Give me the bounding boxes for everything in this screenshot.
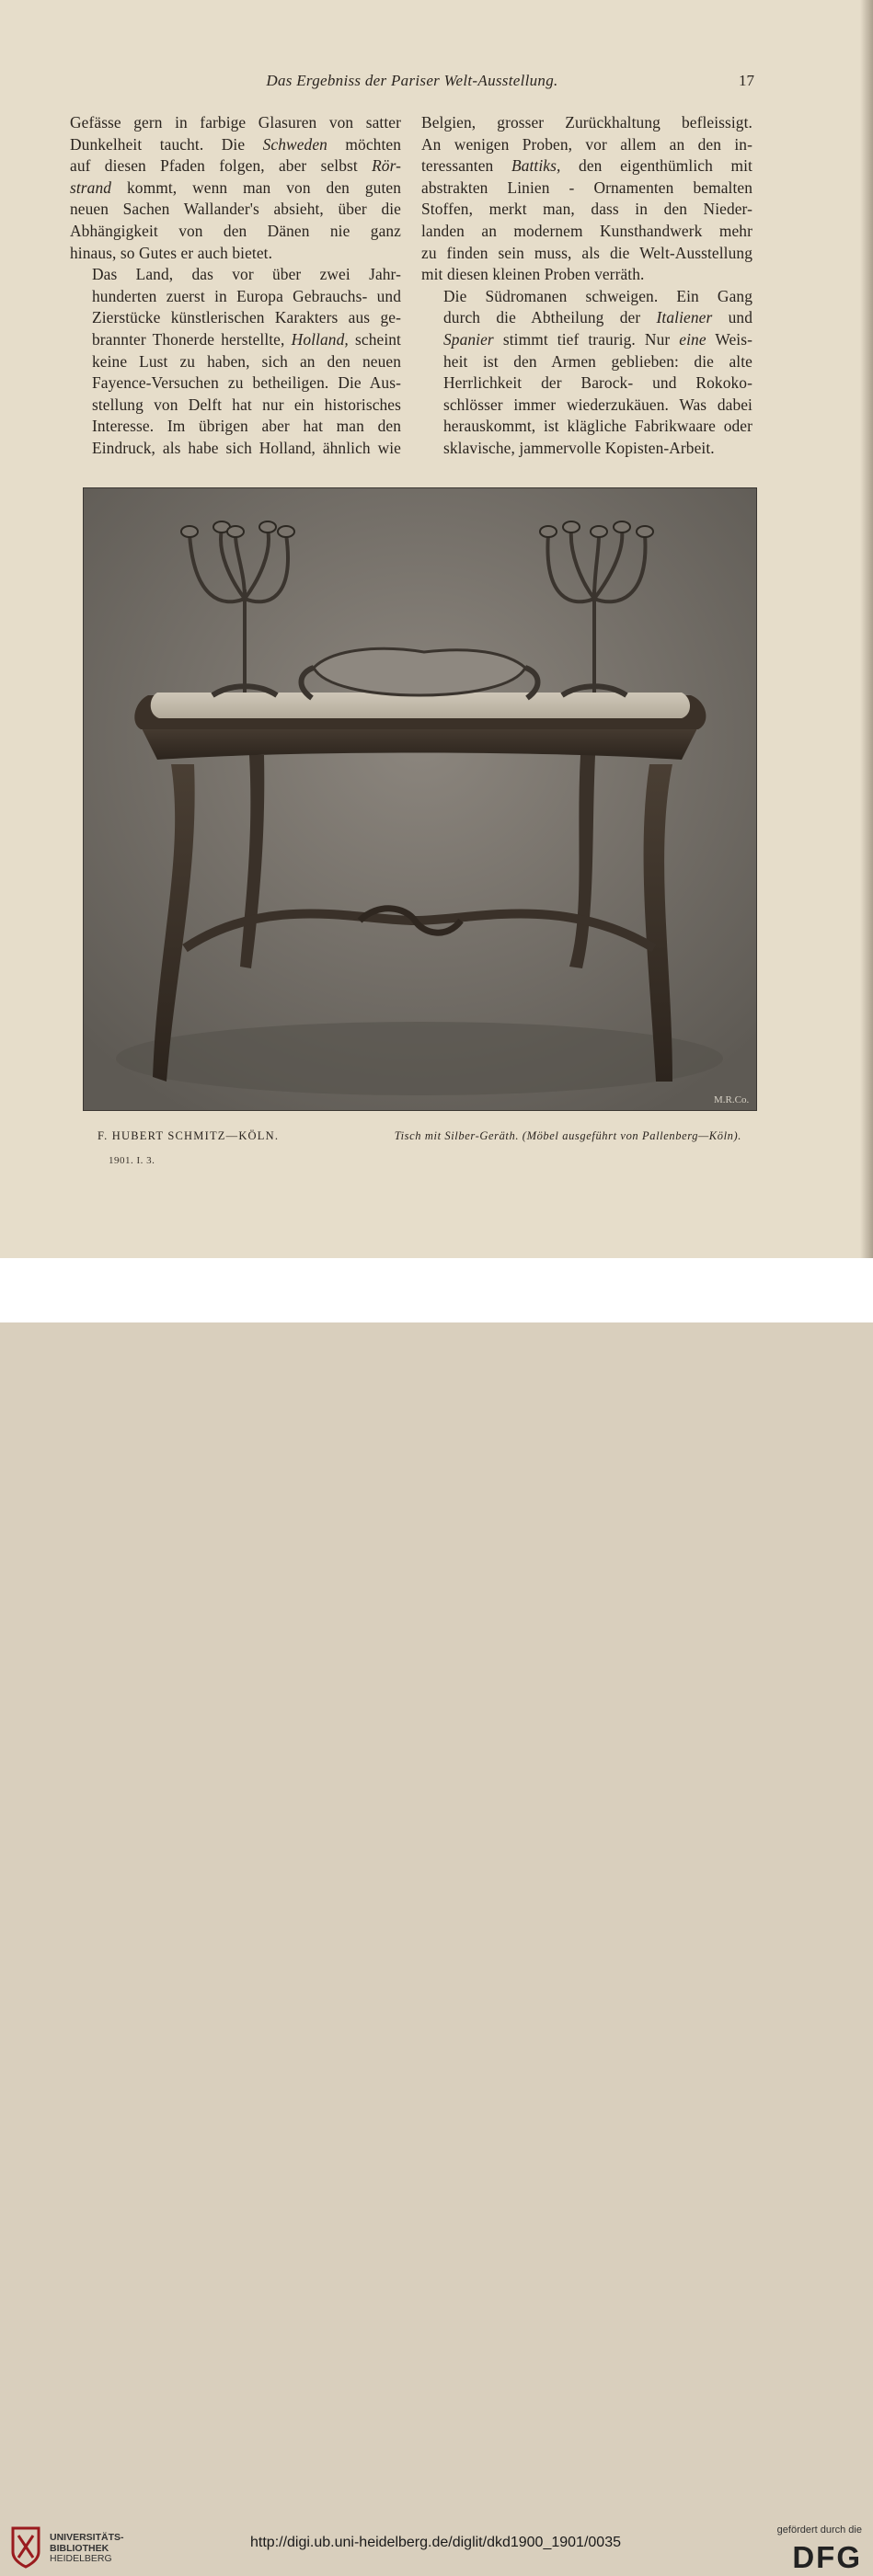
text-line: stellung von Delft hat nur ein historisches <box>92 395 401 414</box>
text-line: An wenigen Proben, vor allem an den in- <box>421 134 752 154</box>
caption-credit: F. HUBERT SCHMITZ—KÖLN. <box>98 1129 280 1142</box>
text-line: abstrakten Linien - Ornamenten bemalten <box>421 177 752 197</box>
text-line: neuen Sachen Wallander's absieht, über die <box>70 200 401 219</box>
paragraph <box>70 112 401 264</box>
table-illustration <box>84 488 756 1110</box>
photo-monogram: M.R.Co. <box>714 1094 750 1105</box>
text-line: schlösser immer wiederzukäuen. Was dabei <box>443 395 752 414</box>
text-line: Spanier stimmt tief traurig. Nur eine Weis- <box>443 329 752 349</box>
centre-bowl <box>314 648 525 695</box>
text-line: durch die Abtheilung der Italiener und <box>443 308 752 327</box>
paragraph <box>421 286 752 460</box>
text-line: hunderten zuerst in Europa Gebrauchs- und <box>92 286 401 305</box>
text-line: Dunkelheit taucht. Die Schweden möchten <box>70 134 401 154</box>
text-line: landen an modernem Kunsthandwerk mehr <box>421 221 752 240</box>
funded-by-label: gefördert durch die <box>776 2524 862 2536</box>
text-line: hinaus, so Gutes er auch bietet. <box>70 243 273 262</box>
caption-title: Tisch mit Silber-Geräth. (Möbel ausgeführt von Pallenberg—Köln). <box>394 1129 741 1142</box>
text-line: Das Land, das vor über zwei Jahr- <box>92 265 401 284</box>
text-line: zu finden sein muss, als die Welt-Ausstellung <box>421 243 752 262</box>
paragraph <box>421 112 752 286</box>
running-title: Das Ergebniss der Pariser Welt-Ausstellung. <box>266 72 558 89</box>
figure-caption <box>98 1129 741 1148</box>
text-line: Interesse. Im übrigen aber hat man den <box>92 417 401 436</box>
text-line: Die Südromanen schweigen. Ein Gang <box>443 286 752 305</box>
text-line: sklavische, jammervolle Kopisten-Arbeit. <box>443 438 715 457</box>
text-line: Herrlichkeit der Barock- und Rokoko- <box>443 373 752 393</box>
permalink-url[interactable]: http://digi.ub.uni-heidelberg.de/diglit/dkd1900_1901/0035 <box>250 2535 621 2550</box>
right-text-column <box>421 112 752 460</box>
text-line: mit diesen kleinen Proben verräth. <box>421 265 645 284</box>
funder-block <box>777 2524 862 2576</box>
running-header <box>70 72 754 96</box>
text-line: Eindruck, als habe sich Holland, ähnlich wie <box>92 438 401 457</box>
text-line: Abhängigkeit von den Dänen nie ganz <box>70 221 401 240</box>
text-line: Stoffen, merkt man, dass in den Nieder- <box>421 200 752 219</box>
digitization-footer <box>0 1258 873 2574</box>
text-line: keine Lust zu haben, sich an den neuen <box>92 351 401 371</box>
university-logo-icon <box>9 2524 42 2570</box>
text-line: Fayence-Versuchen zu betheiligen. Die Aus- <box>92 373 401 393</box>
text-line: herauskommt, ist klägliche Fabrikwaare oder <box>443 417 752 436</box>
scanned-page <box>0 0 873 1258</box>
page-number: 17 <box>739 72 754 89</box>
text-line: Gefässe gern in farbige Glasuren von satter <box>70 113 401 132</box>
text-line: Belgien, grosser Zurückhaltung befleissigt. <box>421 113 752 132</box>
table-photograph <box>83 487 757 1111</box>
library-name: UNIVERSITÄTS- BIBLIOTHEK HEIDELBERG <box>50 2532 124 2564</box>
text-line: Zierstücke künstlerischen Karakters aus ge- <box>92 308 401 327</box>
text-line: brannter Thonerde herstellte, Holland, scheint <box>92 329 401 349</box>
dfg-logo: DFG <box>792 2540 862 2574</box>
text-line: strand kommt, wenn man von den guten <box>70 177 401 197</box>
text-line: heit ist den Armen geblieben: die alte <box>443 351 752 371</box>
text-line: auf diesen Pfaden folgen, aber selbst Rör- <box>70 156 401 176</box>
paragraph <box>70 264 401 459</box>
left-text-column <box>70 112 401 460</box>
signature-mark: 1901. I. 3. <box>109 1155 155 1166</box>
text-line: teressanten Battiks, den eigenthümlich mit <box>421 156 752 176</box>
